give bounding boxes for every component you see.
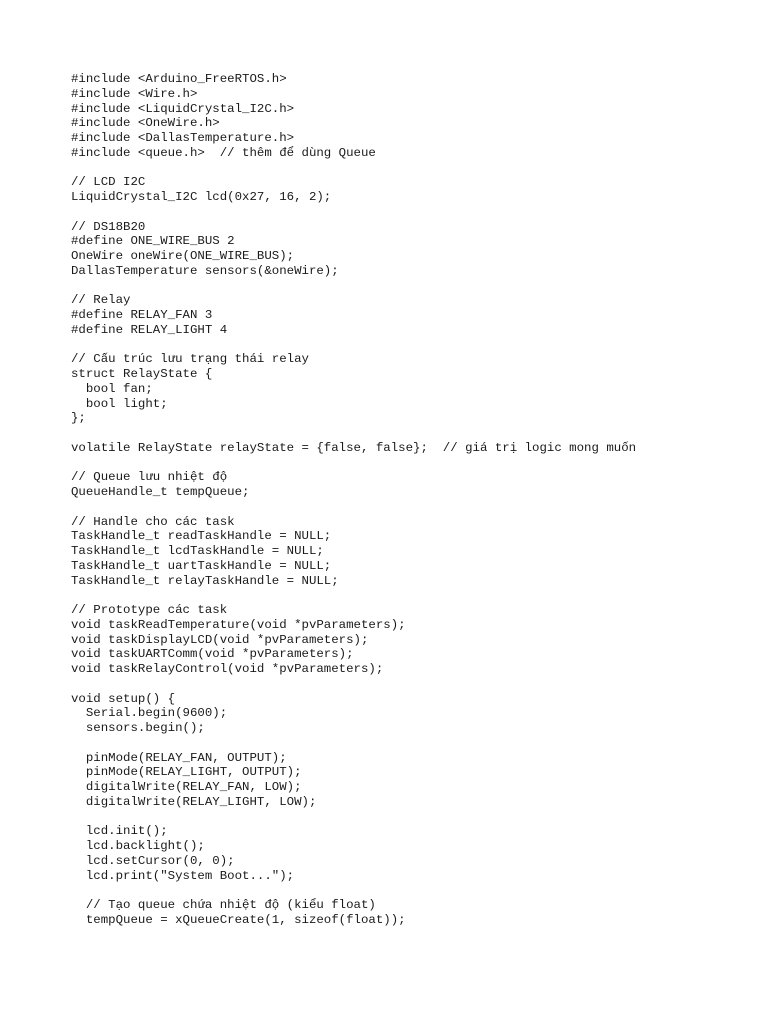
code-line: bool fan;: [71, 381, 153, 396]
code-line: [71, 279, 751, 294]
code-line: #include <queue.h> // thêm để dùng Queue: [71, 145, 376, 160]
code-line: bool light;: [71, 396, 168, 411]
code-line: #include <Wire.h>: [71, 86, 198, 101]
code-line: #include <OneWire.h>: [71, 116, 220, 131]
code-line: Serial.begin(9600);: [71, 706, 228, 721]
code-line: void taskRelayControl(void *pvParameters);: [71, 662, 384, 676]
code-line: #define RELAY_FAN 3: [71, 308, 213, 322]
code-line: #define ONE_WIRE_BUS 2: [71, 234, 235, 249]
code-line: DallasTemperature sensors(&oneWire);: [71, 263, 339, 278]
code-line: TaskHandle_t relayTaskHandle = NULL;: [71, 573, 339, 588]
code-line: lcd.backlight();: [71, 839, 205, 853]
code-line: #define RELAY_LIGHT 4: [71, 322, 228, 337]
code-line: // Queue lưu nhiệt độ: [71, 470, 228, 485]
code-line: // LCD I2C: [71, 175, 146, 190]
code-line: [71, 883, 751, 898]
code-line: [71, 677, 751, 692]
code-line: void setup() {: [71, 691, 176, 706]
code-line: digitalWrite(RELAY_FAN, LOW);: [71, 780, 302, 794]
code-line: [71, 588, 751, 603]
code-line: #include <LiquidCrystal_I2C.h>: [71, 101, 295, 116]
code-line: lcd.init();: [71, 824, 168, 839]
code-line: // Cấu trúc lưu trạng thái relay: [71, 352, 309, 367]
code-line: digitalWrite(RELAY_LIGHT, LOW);: [71, 794, 317, 809]
code-line: // DS18B20: [71, 219, 146, 234]
code-line: void taskUARTComm(void *pvParameters);: [71, 647, 354, 662]
code-line: [71, 456, 751, 471]
code-line: // Handle cho các task: [71, 514, 235, 529]
code-line: [71, 338, 751, 353]
code-line: TaskHandle_t readTaskHandle = NULL;: [71, 529, 332, 544]
code-line: TaskHandle_t uartTaskHandle = NULL;: [71, 558, 332, 573]
code-line: };: [71, 411, 86, 426]
code-line: [71, 500, 751, 515]
code-line: lcd.print("System Boot...");: [71, 868, 295, 883]
code-line: lcd.setCursor(0, 0);: [71, 853, 235, 868]
code-line: // Tạo queue chứa nhiệt độ (kiểu float): [71, 898, 376, 912]
code-line: [71, 205, 751, 220]
code-line: sensors.begin();: [71, 721, 205, 735]
code-line: LiquidCrystal_I2C lcd(0x27, 16, 2);: [71, 190, 332, 204]
code-line: tempQueue = xQueueCreate(1, sizeof(float));: [71, 912, 406, 927]
code-line: void taskDisplayLCD(void *pvParameters);: [71, 632, 369, 647]
code-line: struct RelayState {: [71, 367, 213, 381]
code-line: OneWire oneWire(ONE_WIRE_BUS);: [71, 249, 295, 263]
code-listing: [71, 72, 751, 928]
code-line: [71, 736, 751, 751]
code-line: [71, 426, 751, 441]
code-line: [71, 810, 751, 825]
code-line: // Relay: [71, 293, 131, 308]
code-line: #include <Arduino_FreeRTOS.h>: [71, 72, 287, 86]
code-line: [71, 161, 751, 176]
code-line: QueueHandle_t tempQueue;: [71, 485, 250, 499]
code-line: // Prototype các task: [71, 603, 228, 617]
code-line: pinMode(RELAY_LIGHT, OUTPUT);: [71, 765, 302, 780]
code-line: #include <DallasTemperature.h>: [71, 131, 295, 145]
code-line: pinMode(RELAY_FAN, OUTPUT);: [71, 750, 287, 765]
code-line: void taskReadTemperature(void *pvParameters);: [71, 617, 406, 632]
code-line: volatile RelayState relayState = {false, false}; // giá trị logic mong muốn: [71, 440, 637, 455]
code-line: TaskHandle_t lcdTaskHandle = NULL;: [71, 544, 324, 558]
